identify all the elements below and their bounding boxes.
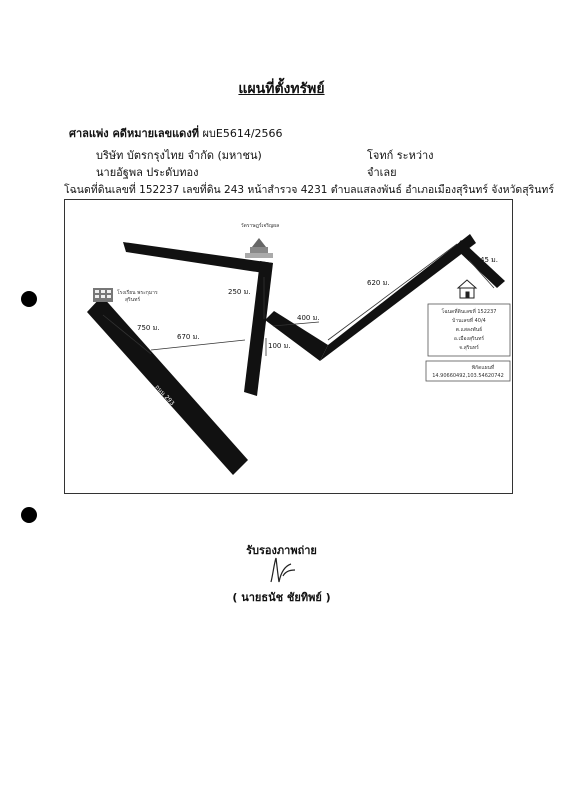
coord-value: 14.90660492,103.54620742: [432, 373, 504, 379]
binder-hole-top: [21, 291, 37, 307]
plaintiff-role: โจทก์ ระหว่าง: [367, 149, 434, 162]
distance-750: 750 ม.: [137, 324, 160, 332]
certify-text: รับรองภาพถ่าย: [246, 544, 317, 557]
land-info: โฉนดที่ดินเลขที่ 152237 เลขที่ดิน 243 หน้าสำรวจ 4231 ตำบลแสลงพันธ์ อำเภอเมืองสุรินทร์ จังหวัดสุรินทร์: [64, 184, 554, 196]
distance-250: 250 ม.: [228, 288, 251, 296]
distance-620: 620 ม.: [367, 279, 390, 287]
defendant-name: นายอัฐพล ประดับทอง: [96, 166, 199, 179]
house-icon: [458, 280, 476, 298]
location-map: [65, 200, 514, 495]
property-line-5: จ.สุรินทร์: [459, 345, 479, 351]
school-icon: [93, 288, 113, 302]
case-number: ผบE5614/2566: [202, 127, 283, 140]
distance-670: 670 ม.: [177, 333, 200, 341]
defendant-role: จำเลย: [367, 166, 397, 179]
distance-400: 400 ม.: [297, 314, 320, 322]
property-line-1: โฉนดที่ดินเลขที่ 152237: [441, 309, 497, 315]
school-label-1: โรงเรียน พระกุมาร: [117, 290, 158, 296]
property-line-2: บ้านเลขที่ 40/4: [452, 318, 486, 324]
court-label: ศาลแพ่ง คดีหมายเลขแดงที่: [69, 127, 199, 140]
distance-100: 100 ม.: [268, 342, 291, 350]
road-293: [87, 296, 248, 475]
temple-label: วัดราษฎร์เจริญผล: [240, 223, 280, 229]
plaintiff-name: บริษัท บัตรกรุงไทย จำกัด (มหาชน): [96, 149, 262, 162]
road-segment-45: [455, 240, 505, 288]
coord-label: พิกัดแผนที่: [471, 365, 495, 371]
signature-mark: [265, 554, 299, 586]
signer-name: ( นายธนัช ชัยทิพย์ ): [232, 591, 331, 604]
school-label-2: สุรินทร์: [125, 297, 141, 303]
property-line-4: อ.เมืองสุรินทร์: [453, 336, 485, 342]
court-line: [69, 124, 283, 142]
page-title: แผนที่ตั้งทรัพย์: [238, 81, 325, 97]
property-line-3: ต.แสลงพันธ์: [455, 327, 483, 333]
distance-45: 45 ม.: [480, 256, 498, 264]
road-293-label: ถนน 293: [153, 383, 176, 408]
map-frame: [64, 199, 513, 494]
temple-icon: [245, 238, 273, 258]
road-vertical-segment: [244, 261, 273, 396]
binder-hole-bottom: [21, 507, 37, 523]
